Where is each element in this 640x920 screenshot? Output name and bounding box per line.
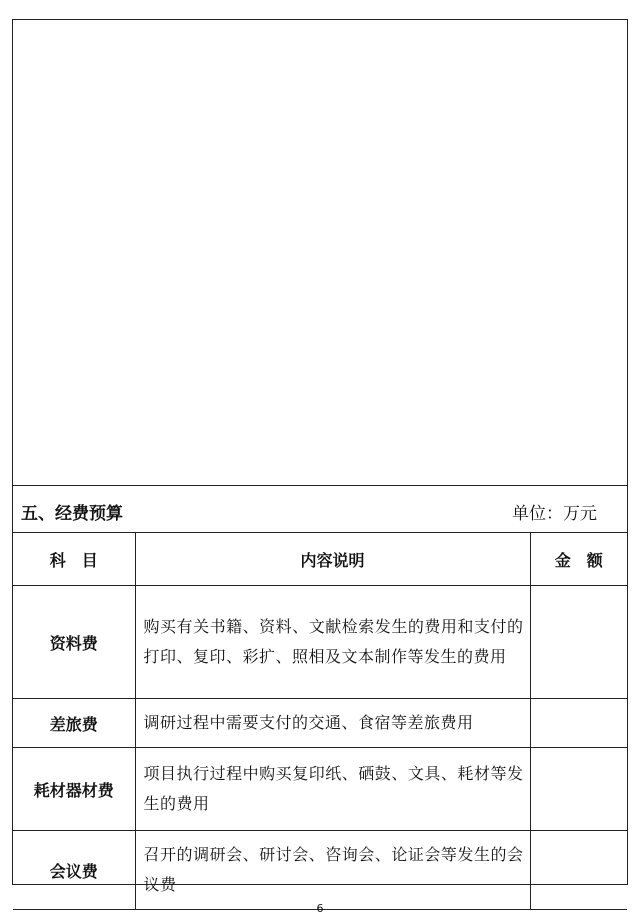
table-row	[13, 831, 627, 910]
description-cell: 购买有关书籍、资料、文献检索发生的费用和支付的打印、复印、彩扩、照相及文本制作等发生的费用	[135, 586, 530, 699]
item-cell: 资料费	[13, 586, 135, 699]
blank-content-area	[13, 20, 627, 486]
header-amount: 金 额	[530, 533, 627, 586]
table-row	[13, 699, 627, 748]
table-header-row	[13, 533, 627, 586]
amount-cell[interactable]	[530, 586, 627, 699]
budget-table	[13, 533, 627, 910]
unit-label: 单位：万元	[512, 504, 597, 524]
header-description: 内容说明	[135, 533, 530, 586]
section-header	[13, 486, 627, 533]
page-frame	[12, 19, 628, 894]
table-row	[13, 586, 627, 699]
table-row	[13, 748, 627, 831]
header-item: 科 目	[13, 533, 135, 586]
item-cell: 耗材器材费	[13, 748, 135, 831]
item-cell: 差旅费	[13, 699, 135, 748]
item-cell: 会议费	[13, 831, 135, 910]
description-cell: 项目执行过程中购买复印纸、硒鼓、文具、耗材等发生的费用	[135, 748, 530, 831]
section-title: 五、经费预算	[21, 504, 123, 524]
amount-cell[interactable]	[530, 748, 627, 831]
page-number: 6	[316, 902, 324, 915]
description-cell: 召开的调研会、研讨会、咨询会、论证会等发生的会议费	[135, 831, 530, 910]
amount-cell[interactable]	[530, 699, 627, 748]
description-cell: 调研过程中需要支付的交通、食宿等差旅费用	[135, 699, 530, 748]
amount-cell[interactable]	[530, 831, 627, 910]
